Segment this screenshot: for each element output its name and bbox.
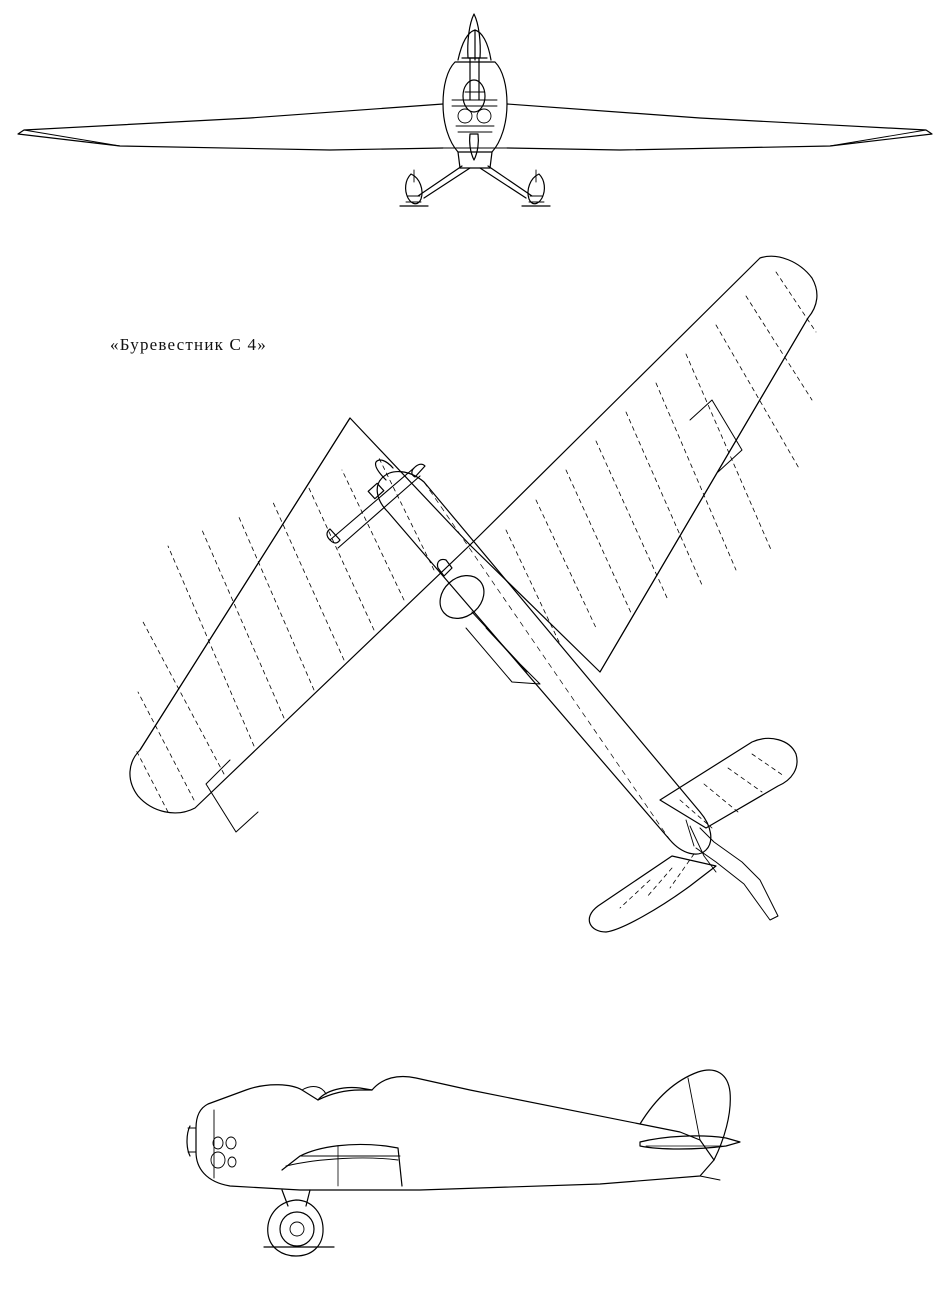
plan-right-wing	[470, 256, 817, 672]
side-view	[187, 1070, 740, 1256]
right-wing-tip-front	[830, 130, 926, 146]
spinner-front	[463, 80, 485, 112]
side-fuselage	[196, 1077, 714, 1191]
gear-strut-front	[414, 170, 536, 182]
plan-fuselage	[377, 472, 711, 854]
left-wing-front	[18, 104, 443, 150]
plan-horizontal-tail	[589, 738, 797, 932]
rudder-hinge-line	[688, 1078, 700, 1140]
fuselage-lower-front	[458, 152, 492, 168]
wheel-hub-side	[290, 1222, 304, 1236]
tail-skid-side	[700, 1176, 720, 1180]
engine-cowling-front	[443, 62, 507, 152]
right-wing-front	[507, 104, 932, 150]
propeller-front	[468, 14, 481, 160]
plan-cockpit	[431, 559, 540, 684]
wing-root-side	[282, 1144, 402, 1186]
exhaust-ports	[211, 1137, 236, 1168]
left-wing-tip-front	[24, 130, 120, 146]
plan-view	[130, 256, 817, 932]
front-view	[18, 14, 932, 206]
horizontal-tail-side	[640, 1136, 740, 1149]
cowling-lip	[188, 1128, 196, 1152]
gear-leg-side	[282, 1190, 310, 1206]
main-wheel-side	[280, 1212, 314, 1246]
drawing-title: «Буревестник С 4»	[110, 335, 267, 354]
left-gear-leg-front	[418, 166, 470, 198]
plan-left-wing	[130, 418, 470, 832]
right-gear-leg-front	[480, 166, 532, 198]
wing-fairing-line	[286, 1158, 398, 1166]
